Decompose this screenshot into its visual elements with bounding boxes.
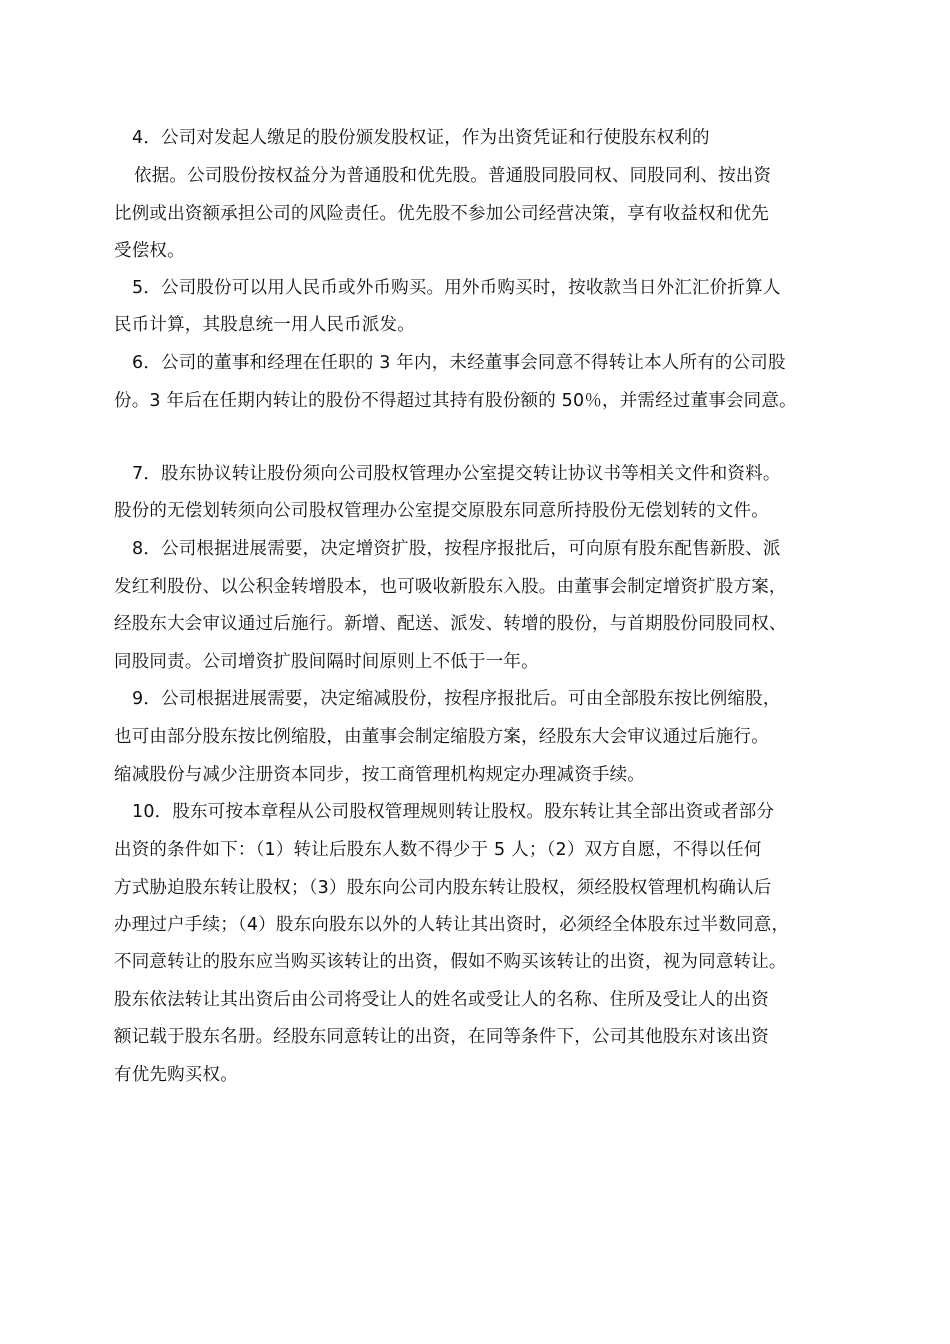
text-line: 8．公司根据进展需要，决定增资扩股，按程序报批后，可向原有股东配售新股、派 — [132, 539, 781, 559]
text-line: 额记载于股东名册。经股东同意转让的出资，在同等条件下，公司其他股东对该出资 — [114, 1027, 769, 1047]
text-line: 经股东大会审议通过后施行。新增、配送、派发、转增的股份，与首期股份同股同权、 — [114, 614, 787, 634]
text-line: 4．公司对发起人缴足的股份颁发股权证，作为出资凭证和行使股东权利的 — [132, 128, 710, 148]
text-line: 10．股东可按本章程从公司股权管理规则转让股权。股东转让其全部出资或者部分 — [132, 802, 775, 822]
text-line: 份。3 年后在任期内转让的股份不得超过其持有股份额的 50％，并需经过董事会同意。 — [114, 391, 797, 411]
text-line: 出资的条件如下：（1）转让后股东人数不得少于 5 人；（2）双方自愿，不得以任何 — [114, 840, 762, 860]
text-line: 也可由部分股东按比例缩股，由董事会制定缩股方案，经股东大会审议通过后施行。 — [114, 727, 769, 747]
text-line: 办理过户手续；（4）股东向股东以外的人转让其出资时，必须经全体股东过半数同意， — [114, 915, 790, 935]
text-line: 同股同责。公司增资扩股间隔时间原则上不低于一年。 — [114, 652, 539, 672]
text-line: 6．公司的董事和经理在任职的 3 年内，未经董事会同意不得转让本人所有的公司股 — [132, 353, 786, 373]
text-line: 受偿权。 — [114, 241, 185, 261]
text-line: 7．股东协议转让股份须向公司股权管理办公室提交转让协议书等相关文件和资料。 — [132, 464, 781, 484]
text-line: 5．公司股份可以用人民币或外币购买。用外币购买时，按收款当日外汇汇价折算人 — [132, 278, 781, 298]
text-line: 比例或出资额承担公司的风险责任。优先股不参加公司经营决策，享有收益权和优先 — [114, 204, 769, 224]
text-line: 不同意转让的股东应当购买该转让的出资，假如不购买该转让的出资，视为同意转让。 — [114, 952, 787, 972]
text-line: 有优先购买权。 — [114, 1065, 238, 1085]
text-line: 股份的无偿划转须向公司股权管理办公室提交原股东同意所持股份无偿划转的文件。 — [114, 501, 769, 521]
text-line: 缩减股份与减少注册资本同步，按工商管理机构规定办理减资手续。 — [114, 765, 645, 785]
text-line: 9．公司根据进展需要，决定缩减股份，按程序报批后。可由全部股东按比例缩股， — [132, 689, 781, 709]
text-line: 股东依法转让其出资后由公司将受让人的姓名或受让人的名称、住所及受让人的出资 — [114, 990, 769, 1010]
text-line: 发红利股份、以公积金转增股本，也可吸收新股东入股。由董事会制定增资扩股方案， — [114, 577, 787, 597]
text-line: 依据。公司股份按权益分为普通股和优先股。普通股同股同权、同股同利、按出资 — [134, 166, 772, 186]
text-line: 方式胁迫股东转让股权；（3）股东向公司内股东转让股权，须经股权管理机构确认后 — [114, 878, 772, 898]
text-line: 民币计算，其股息统一用人民币派发。 — [114, 315, 415, 335]
